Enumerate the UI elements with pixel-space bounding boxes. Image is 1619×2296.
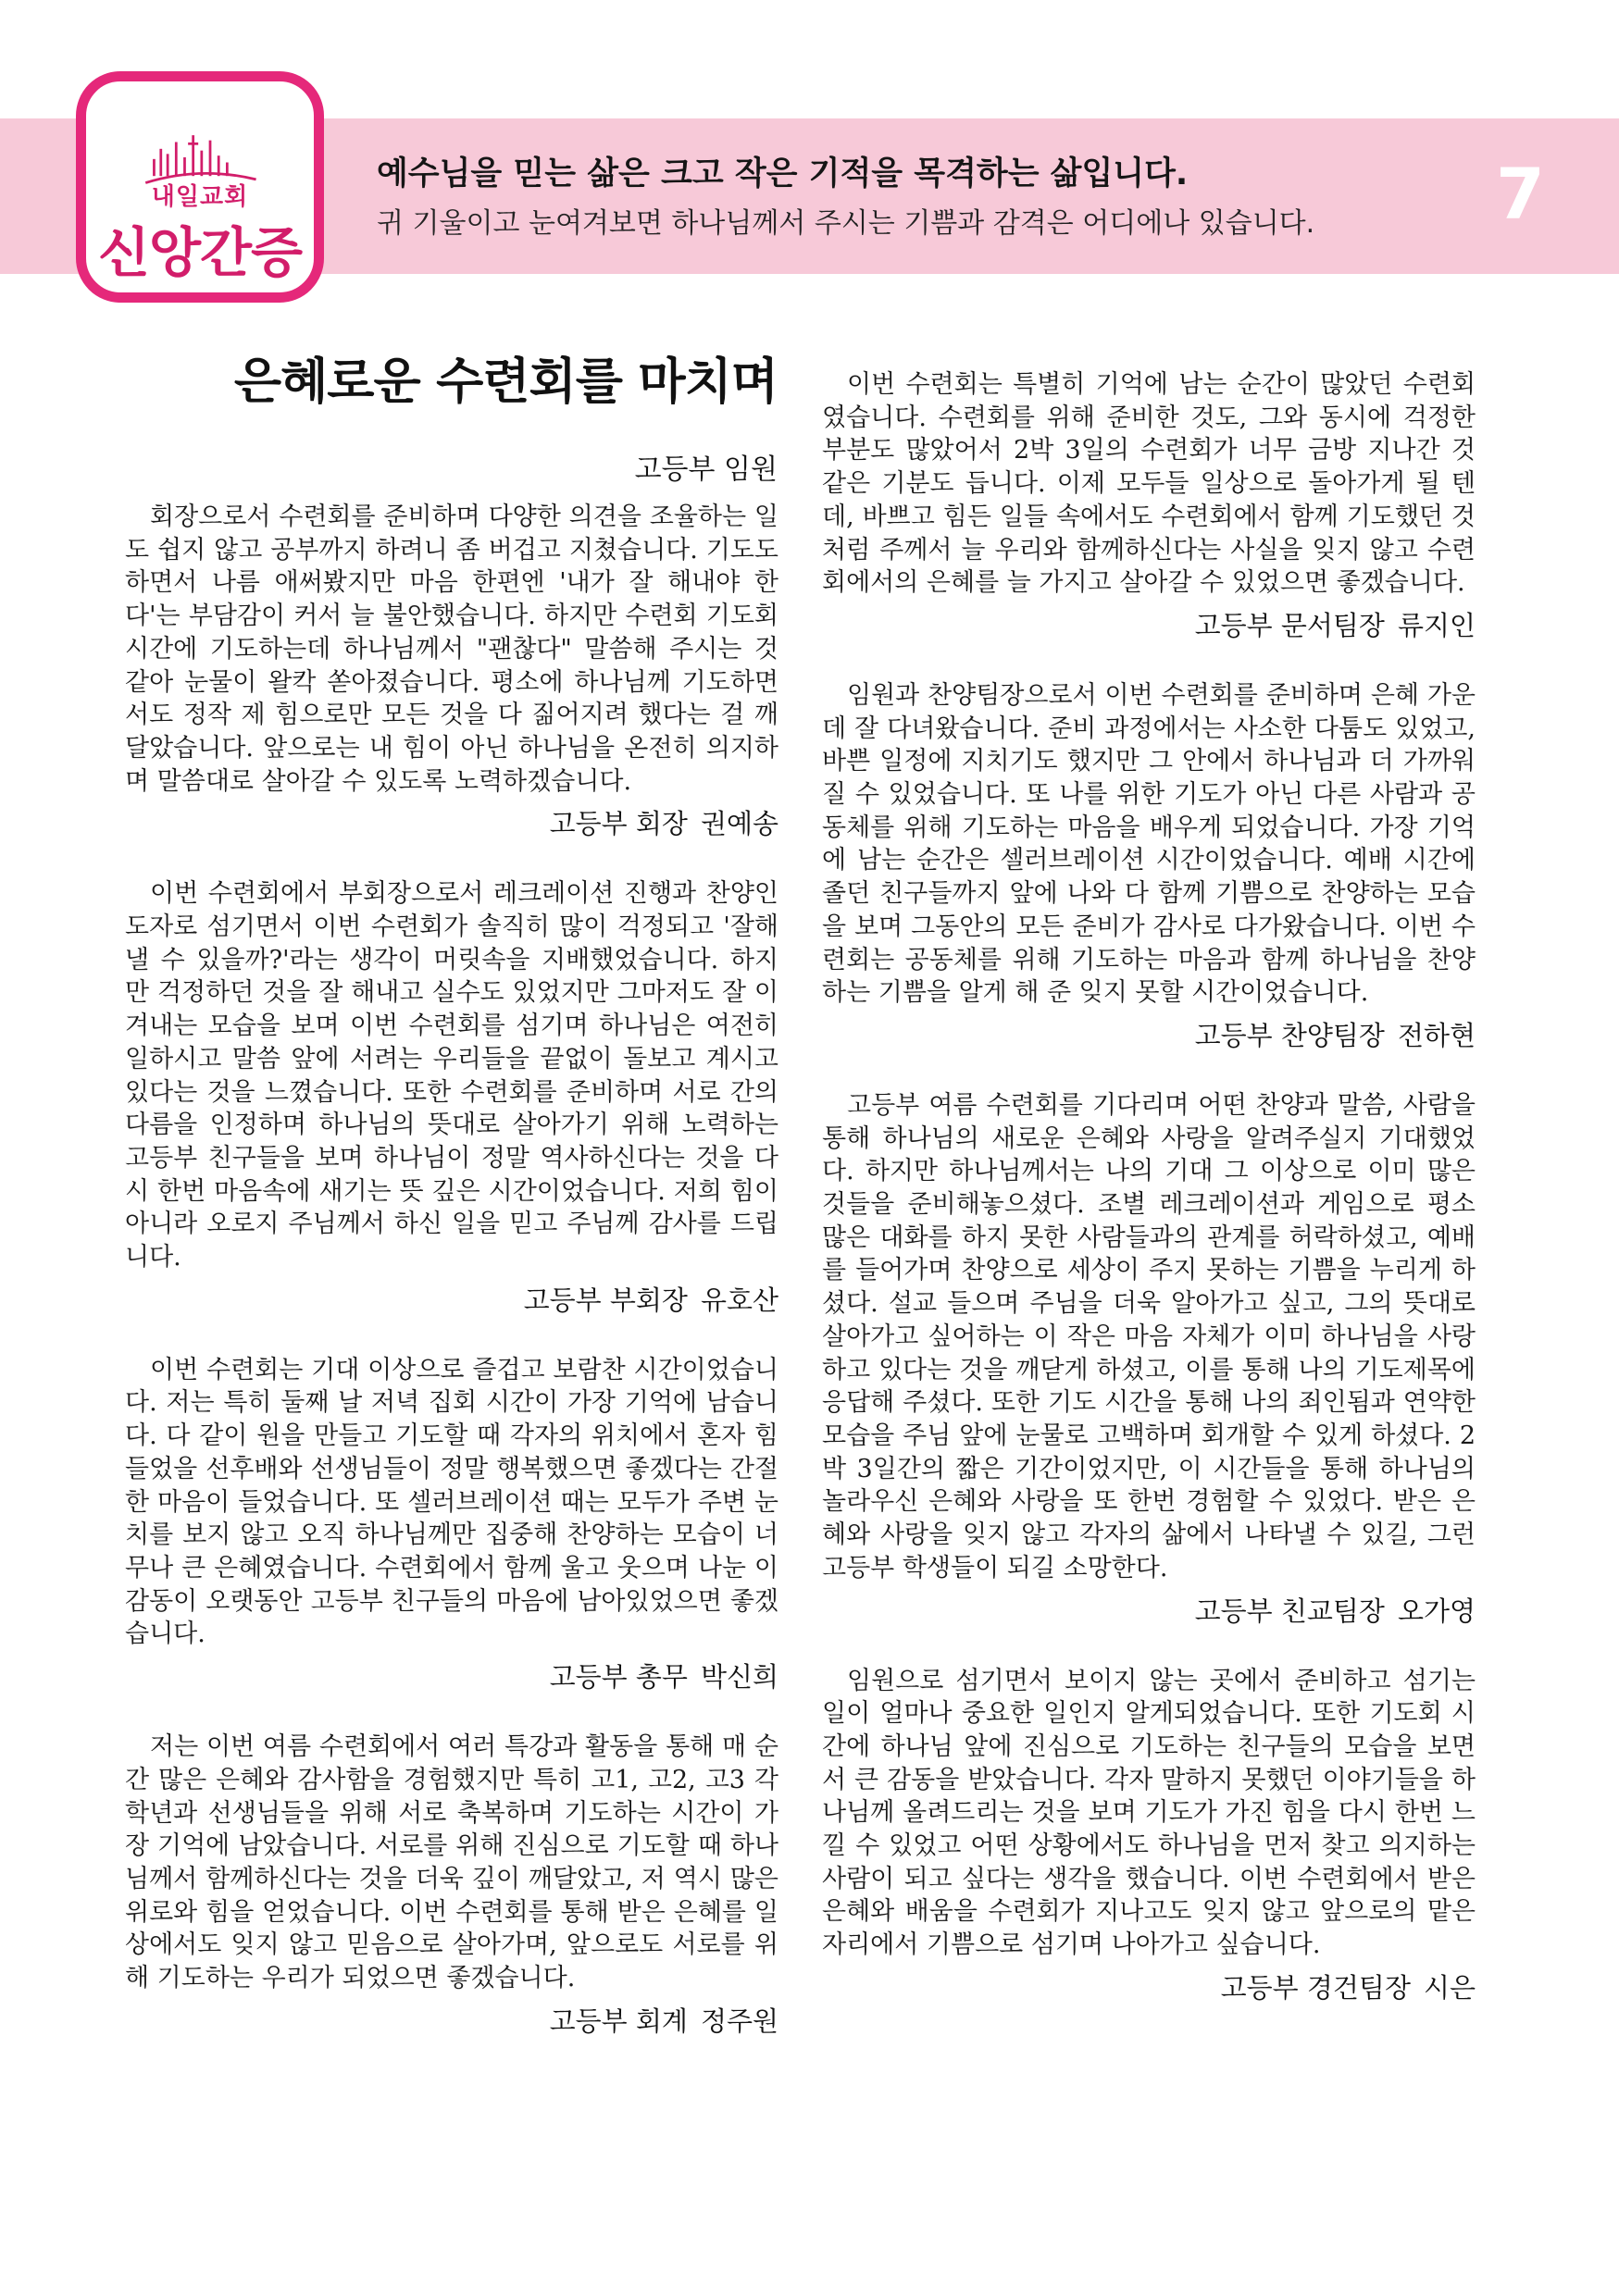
signature-role: 고등부 회장 — [549, 808, 688, 840]
signature-name: 유호산 — [700, 1284, 778, 1316]
testimony — [822, 1089, 1476, 1630]
signature-role: 고등부 친교팀장 — [1194, 1595, 1385, 1627]
church-name: 내일교회 — [151, 183, 249, 211]
testimony — [125, 501, 778, 842]
article-title: 은혜로운 수련회를 마치며 — [233, 354, 778, 410]
signature-name: 오가영 — [1397, 1595, 1476, 1627]
signature-name: 권예송 — [700, 808, 778, 840]
testimony-text: 임원과 찬양팀장으로서 이번 수련회를 준비하며 은혜 가운데 잘 다녀왔습니다. 준비 과정에서는 사소한 다툼도 있었고, 바쁜 일정에 지치기도 했지만 그 안에서 하나님과 더 가까워질 수 있었습니다. 또 나를 위한 기도가 아닌 다른 사람과 공동체를 위해 기도하는 마음을 배우게 되었습니다. 가장 기억에 남는 순간은 셀러브레이션 시간이었습니다. 예배 시간에 졸던 친구들까지 앞에 나와 다 함께 기쁨으로 찬양하는 모습을 보며 그동안의 모든 준비가 감사로 다가왔습니다. 이번 수련회는 공동체를 위해 기도하는 마음과 함께 하나님을 찬양하는 기쁨을 알게 해 준 잊지 못할 시간이었습니다. — [822, 680, 1476, 1008]
testimony-signature — [822, 1017, 1476, 1054]
signature-role: 고등부 경건팀장 — [1220, 1971, 1411, 2004]
testimony-signature — [125, 2003, 778, 2040]
article-author: 고등부 임원 — [634, 453, 778, 486]
signature-role: 고등부 문서팀장 — [1194, 609, 1385, 641]
testimony-text: 이번 수련회는 기대 이상으로 즐겁고 보람찬 시간이었습니다. 저는 특히 둘째 날 저녁 집회 시간이 가장 기억에 남습니다. 다 같이 원을 만들고 기도할 때 각자의 위치에서 혼자 힘들었을 선후배와 선생님들이 정말 행복했으면 좋겠다는 간절한 마음이 들었습니다. 또 셀러브레이션 때는 모두가 주변 눈치를 보지 않고 오직 하나님께만 집중해 찬양하는 모습이 너무나 큰 은혜였습니다. 수련회에서 함께 울고 웃으며 나눈 이 감동이 오랫동안 고등부 친구들의 마음에 남아있었으면 좋겠습니다. — [125, 1355, 778, 1649]
testimony-signature — [822, 607, 1476, 644]
testimony-text: 이번 수련회는 특별히 기억에 남는 순간이 많았던 수련회였습니다. 수련회를 위해 준비한 것도, 그와 동시에 걱정한 부분도 많았어서 2박 3일의 수련회가 너무 금방 지나간 것 같은 기분도 듭니다. 이제 모두들 일상으로 돌아가게 될 텐데, 바쁘고 힘든 일들 속에서도 수련회에서 함께 기도했던 것처럼 주께서 늘 우리와 함께하신다는 사실을 잊지 않고 수련회에서의 은혜를 늘 가지고 살아갈 수 있었으면 좋겠습니다. — [822, 370, 1476, 598]
signature-name: 정주원 — [700, 2004, 778, 2037]
signature-name: 박신희 — [700, 1661, 778, 1694]
testimony — [125, 1354, 778, 1695]
testimony-signature — [822, 1969, 1476, 2006]
testimony-text: 회장으로서 수련회를 준비하며 다양한 의견을 조율하는 일도 쉽지 않고 공부까지 하려니 좀 버겁고 지쳤습니다. 기도도 하면서 나름 애써봤지만 마음 한편엔 '내가 잘 해내야 한다'는 부담감이 커서 늘 불안했습니다. 하지만 수련회 기도회 시간에 기도하는데 하나님께서 "괜찮다" 말씀해 주시는 것 같아 눈물이 왈칵 쏟아졌습니다. 평소에 하나님께 기도하면서도 정작 제 힘으로만 모든 것을 다 짊어지려 했다는 걸 깨달았습니다. 앞으로는 내 힘이 아닌 하나님을 온전히 의지하며 말씀대로 살아갈 수 있도록 노력하겠습니다. — [125, 503, 778, 796]
left-column — [125, 501, 778, 2040]
right-column — [822, 368, 1476, 2006]
page-number: 7 — [1496, 153, 1545, 235]
testimony-signature — [125, 1658, 778, 1695]
testimony-signature — [125, 1282, 778, 1319]
signature-role: 고등부 찬양팀장 — [1194, 1019, 1385, 1051]
signature-role: 고등부 부회장 — [523, 1284, 688, 1316]
testimony-text: 이번 수련회에서 부회장으로서 레크레이션 진행과 찬양인도자로 섬기면서 이번 수련회가 솔직히 많이 걱정되고 '잘해낼 수 있을까?'라는 생각이 머릿속을 지배했었습니다. 하지만 걱정하던 것을 잘 해내고 실수도 있었지만 그마저도 잘 이겨내는 모습을 보며 이번 수련회를 섬기며 하나님은 여전히 일하시고 말씀 앞에 서려는 우리들을 끝없이 돌보고 계시고 있다는 것을 느꼈습니다. 또한 수련회를 준비하며 서로 간의 다름을 인정하며 하나님의 뜻대로 살아가기 위해 노력하는 고등부 친구들을 보며 하나님이 정말 역사하신다는 것을 다시 한번 마음속에 새기는 뜻 깊은 시간이었습니다. 저희 힘이 아니라 오로지 주님께서 하신 일을 믿고 주님께 감사를 드립니다. — [125, 879, 778, 1272]
signature-name: 류지인 — [1397, 609, 1476, 641]
testimony — [822, 368, 1476, 644]
testimony-text: 고등부 여름 수련회를 기다리며 어떤 찬양과 말씀, 사람을 통해 하나님의 새로운 은혜와 사랑을 알려주실지 기대했었다. 하지만 하나님께서는 나의 기대 그 이상으로 이미 많은 것들을 준비해놓으셨다. 조별 레크레이션과 게임으로 평소 많은 대화를 하지 못한 사람들과의 관계를 허락하셨고, 예배를 들어가며 찬양으로 세상이 주지 못하는 기쁨을 누리게 하셨다. 설교 들으며 주님을 더욱 알아가고 싶고, 그의 뜻대로 살아가고 싶어하는 이 작은 마음 자체가 이미 하나님을 사랑하고 있다는 것을 깨닫게 하셨고, 이를 통해 나의 기도제목에 응답해 주셨다. 또한 기도 시간을 통해 나의 죄인됨과 연약한 모습을 주님 앞에 눈물로 고백하며 회개할 수 있게 하셨다. 2박 3일간의 짧은 기간이었지만, 이 시간들을 통해 하나님의 놀라우신 은혜와 사랑을 또 한번 경험할 수 있었다. 받은 은혜와 사랑을 잊지 않고 각자의 삶에서 나타낼 수 있길, 그런 고등부 학생들이 되길 소망한다. — [822, 1090, 1476, 1582]
tagline-main: 예수님을 믿는 삶은 크고 작은 기적을 목격하는 삶입니다. — [377, 155, 1189, 192]
testimony — [125, 877, 778, 1318]
section-logo — [76, 71, 324, 303]
signature-name: 시은 — [1423, 1971, 1476, 2004]
signature-role: 고등부 총무 — [549, 1661, 688, 1694]
testimony-text: 임원으로 섬기면서 보이지 않는 곳에서 준비하고 섬기는 일이 얼마나 중요한 일인지 알게되었습니다. 또한 기도회 시간에 하나님 앞에 진심으로 기도하는 친구들의 모습을 보면서 큰 감동을 받았습니다. 각자 말하지 못했던 이야기들을 하나님께 올려드리는 것을 보며 기도가 가진 힘을 다시 한번 느낄 수 있었고 어떤 상황에서도 하나님을 먼저 찾고 의지하는 사람이 되고 싶다는 생각을 했습니다. 이번 수련회에서 받은 은혜와 배움을 수련회가 지나고도 잊지 않고 앞으로의 맡은 자리에서 기쁨으로 섬기며 나아가고 싶습니다. — [822, 1666, 1476, 1960]
tagline-sub: 귀 기울이고 눈여겨보면 하나님께서 주시는 기쁨과 감격은 어디에나 있습니다. — [377, 207, 1315, 240]
signature-name: 전하현 — [1397, 1019, 1476, 1051]
testimony — [822, 679, 1476, 1054]
section-title: 신앙간증 — [97, 221, 303, 284]
testimony-signature — [822, 1593, 1476, 1630]
testimony — [822, 1665, 1476, 2006]
testimony-text: 저는 이번 여름 수련회에서 여러 특강과 활동을 통해 매 순간 많은 은혜와 감사함을 경험했지만 특히 고1, 고2, 고3 각 학년과 선생님들을 위해 서로 축복하며 기도하는 시간이 가장 기억에 남았습니다. 서로를 위해 진심으로 기도할 때 하나님께서 함께하신다는 것을 더욱 깊이 깨달았고, 저 역시 많은 위로와 힘을 얻었습니다. 이번 수련회를 통해 받은 은혜를 일상에서도 잊지 않고 믿음으로 살아가며, 앞으로도 서로를 위해 기도하는 우리가 되었으면 좋겠습니다. — [125, 1732, 778, 1993]
signature-role: 고등부 회계 — [549, 2004, 688, 2037]
testimony — [125, 1731, 778, 2040]
testimony-signature — [125, 805, 778, 842]
